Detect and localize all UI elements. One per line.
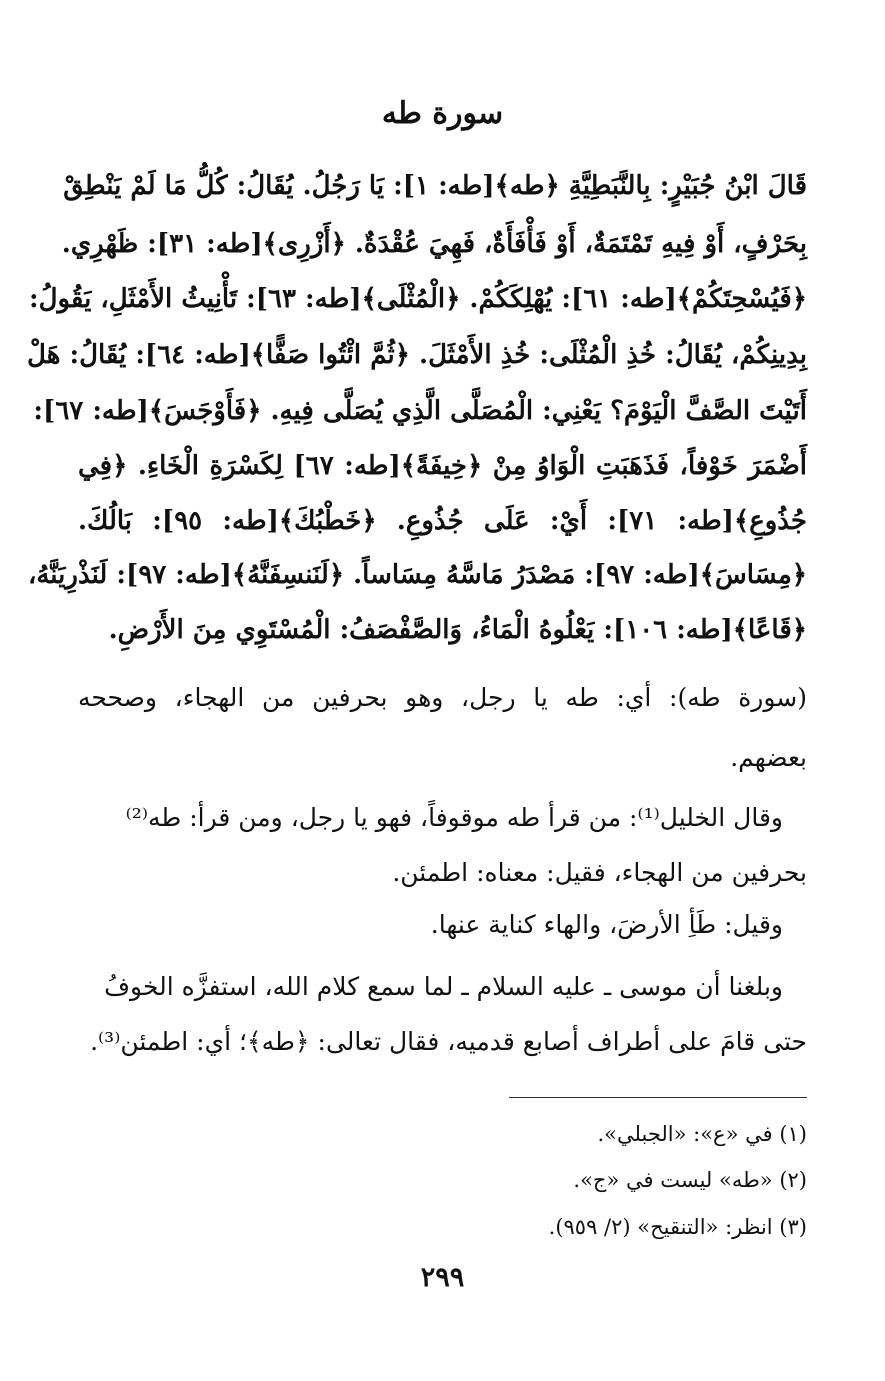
text-line: بِدِينِكُمْ، يُقَالُ: خُذِ الْمُثْلَى: خُذِ الأَمْثَلَ. ﴿ثُمَّ ائْتُوا صَفًّا﴾[طه: ٦٤]: يُقَالُ: هَلْ bbox=[27, 340, 807, 370]
text-line: ﴿قَاعًا﴾[طه: ١٠٦]: يَعْلُوهُ الْمَاءُ، وَالصَّفْصَفُ: الْمُسْتَوِي مِنَ الأَرْضِ. bbox=[108, 615, 807, 645]
text-line: ﴿مِسَاسَ﴾[طه: ٩٧]: مَصْدَرُ مَاسَّهُ مِسَاساً. ﴿لَنَنسِفَنَّهُ﴾[طه: ٩٧]: لَنَذْرِيَنَّهُ، bbox=[27, 560, 807, 590]
footnote: (٣) انظر: «التنقيح» (٢/ ٩٥٩). bbox=[548, 1215, 807, 1239]
text-line: أَضْمَرَ خَوْفاً، فَذَهَبَتِ الْوَاوُ مِنْ ﴿خِيفَةً﴾[طه: ٦٧] لِكَسْرَةِ الْخَاءِ. ﴿فِي bbox=[78, 451, 807, 481]
text-line: ﴿فَيُسْحِتَكُمْ﴾[طه: ٦١]: يُهْلِكَكُمْ. ﴿الْمُثْلَى﴾[طه: ٦٣]: تَأْنِيثُ الأَمْثَلِ، يَقُولُ: bbox=[29, 284, 807, 314]
commentary-line: بحرفين من الهجاء، فقيل: معناه: اطمئن. bbox=[392, 858, 807, 887]
page-number: ٢٩٩ bbox=[420, 1262, 465, 1293]
footnote: (٢) «طه» ليست في «ج». bbox=[573, 1168, 807, 1192]
footnote-separator bbox=[509, 1097, 807, 1098]
commentary-line: (سورة طه): أي: طه يا رجل، وهو بحرفين من الهجاء، وصححه bbox=[78, 683, 807, 712]
text-line: أَتَيْتَ الصَّفَّ الْيَوْمَ؟ يَعْنِي: الْمُصَلَّى الَّذِي يُصَلَّى فِيهِ. ﴿فَأَوْجَسَ﴾[طه: ٦٧]: bbox=[33, 396, 807, 426]
text-line: جُذُوعِ﴾[طه: ٧١]: أَيْ: عَلَى جُذُوعِ. ﴿خَطْبُكَ﴾[طه: ٩٥]: بَالُكَ. bbox=[78, 506, 808, 536]
commentary-line: وبلغنا أن موسى ـ عليه السلام ـ لما سمع كلام الله، استفزَّه الخوفُ bbox=[104, 972, 783, 1001]
commentary-line: بعضهم. bbox=[730, 743, 807, 772]
footnote: (١) في «ع»: «الجبلي». bbox=[597, 1122, 807, 1146]
commentary-line: وقال الخليل⁽¹⁾: من قرأ طه موقوفاً، فهو يا رجل، ومن قرأ: طه⁽²⁾ bbox=[125, 803, 783, 832]
text-line: قَالَ ابْنُ جُبَيْرٍ: بِالنَّبَطِيَّةِ ﴿طه﴾[طه: ١]: يَا رَجُلُ. يُقَالُ: كُلُّ مَا لَمْ يَنْطِقْ bbox=[63, 171, 807, 201]
commentary-line: وقيل: طَأِ الأرضَ، والهاء كناية عنها. bbox=[430, 910, 783, 939]
commentary-line: حتى قامَ على أطراف أصابع قدميه، فقال تعالى: ﴿طه﴾؛ أي: اطمئن⁽³⁾. bbox=[90, 1027, 807, 1056]
page-title: سورة طه bbox=[381, 96, 504, 131]
text-line: بِحَرْفٍ، أَوْ فِيهِ تَمْتَمَةٌ، أَوْ فَأْفَأَةٌ، فَهِيَ عُقْدَةٌ. ﴿أَزْرِى﴾[طه: ٣١]: ظَهْرِي. bbox=[61, 229, 807, 259]
